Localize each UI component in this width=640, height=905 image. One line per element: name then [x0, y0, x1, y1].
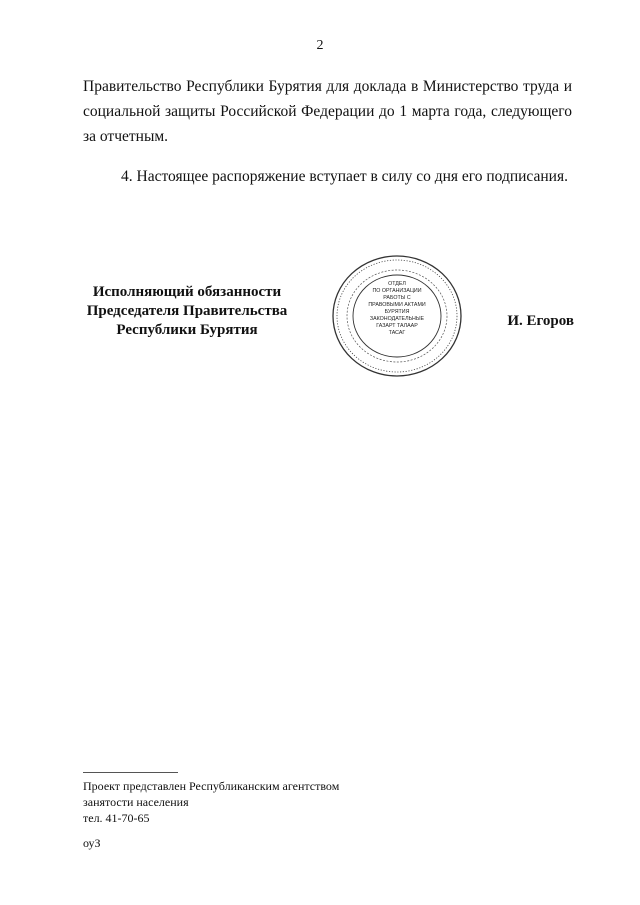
- seal-text-line: ПО ОРГАНИЗАЦИИ: [372, 288, 422, 294]
- seal-text-line: ТАСАГ: [388, 330, 406, 336]
- footer-note: [83, 778, 339, 826]
- signature-name: И. Егоров: [507, 313, 574, 329]
- page-number: 2: [316, 38, 324, 53]
- paragraph-continued: Правительство Республики Бурятия для доклада в Министерство труда и социальной защиты Российской Федерации до 1 марта года, следующего за отчетным.: [83, 78, 572, 145]
- official-seal-stamp: [330, 253, 465, 380]
- footer-divider: [83, 772, 178, 773]
- seal-text-line: РАБОТЫ С: [383, 295, 411, 301]
- seal-text-line: БУРЯТИЯ: [384, 309, 410, 315]
- seal-text-line: ЗАКОНОДАТЕЛЬНЫЕ: [369, 316, 425, 322]
- footer-line-1: Проект представлен Республиканским агентством: [83, 779, 340, 793]
- seal-text-line: ОТДЕЛ: [388, 281, 406, 287]
- footer-code: оуЗ: [83, 836, 101, 850]
- signature-title-line-3: Республики Бурятия: [116, 322, 258, 338]
- footer-line-2: занятости населения: [83, 795, 189, 809]
- signature-title: [78, 283, 296, 340]
- seal-text-line: ПРАВОВЫМИ АКТАМИ: [368, 302, 426, 308]
- signature-title-line-1: Исполняющий обязанности: [92, 284, 282, 300]
- signature-title-line-2: Председателя Правительства: [86, 303, 288, 319]
- seal-text-line: ГАЗАРТ ТАЛААР: [376, 323, 418, 329]
- footer-line-3: тел. 41-70-65: [83, 811, 150, 825]
- paragraph-item-4: 4. Настоящее распоряжение вступает в силу со дня его подписания.: [121, 168, 568, 185]
